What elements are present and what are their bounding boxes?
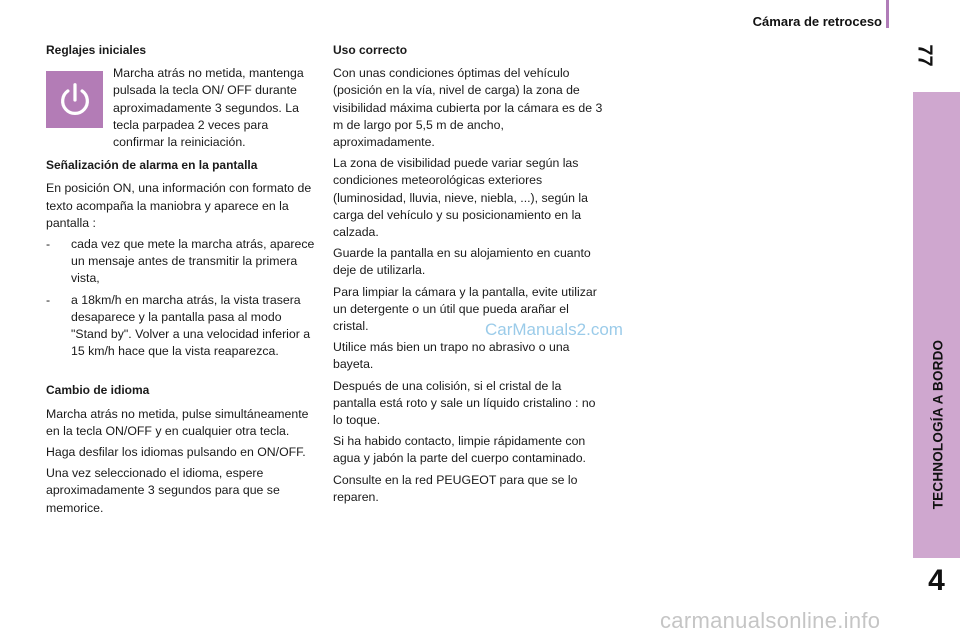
paragraph: Utilice más bien un trapo no abrasivo o una bayeta. (333, 340, 570, 372)
center-watermark: CarManuals2.com (485, 320, 623, 339)
footer-watermark: carmanualsonline.info (660, 608, 881, 633)
list-item: - a 18km/h en marcha atrás, la vista trasera desaparece y la pantalla pasa al modo "Stand by". Volver a una velocidad inferior a 15 km/h hace que la vista reaparezca. (46, 292, 320, 361)
section-title-language-change: Cambio de idioma (46, 383, 150, 398)
header-rule (886, 0, 889, 28)
initial-settings-text: Marcha atrás no metida, mantenga pulsada la tecla ON/ OFF durante aproximadamente 3 segundos. La tecla parpadea 2 veces para confirmar la reiniciación. (113, 66, 304, 150)
paragraph: Si ha habido contacto, limpie rápidamente con agua y jabón la parte del cuerpo contaminado. (333, 434, 586, 466)
section-title-correct-use: Uso correcto (333, 43, 408, 57)
power-icon (46, 71, 103, 128)
language-change-step-3: Una vez seleccionado el idioma, espere aproximadamente 3 segundos para que se memorice. (46, 466, 280, 515)
page-number: 77 (913, 44, 936, 67)
language-change-step-2: Haga desfilar los idiomas pulsando en ON/OFF. (46, 445, 306, 460)
chapter-tab-label: TECHNOLOGÍA A BORDO (930, 339, 946, 510)
paragraph: Guarde la pantalla en su alojamiento en cuanto deje de utilizarla. (333, 246, 591, 278)
left-column (46, 42, 320, 521)
paragraph: Consulte en la red PEUGEOT para que se lo reparen. (333, 472, 578, 504)
paragraph: Con unas condiciones óptimas del vehículo (posición en la vía, nivel de carga) la zona de visibilidad máxima cubierta por la cámara es de 3 m de largo por 5,5 m de ancho, aproximadamente. (333, 66, 603, 150)
language-change-step-1: Marcha atrás no metida, pulse simultáneamente en la tecla ON/OFF y en cualquier otra tecla. (46, 406, 309, 438)
section-title-alarm-display: Señalización de alarma en la pantalla (46, 158, 258, 173)
list-item: - cada vez que mete la marcha atrás, aparece un mensaje antes de transmitir la primera vista, (46, 236, 320, 288)
alarm-display-intro: En posición ON, una información con formato de texto acompaña la maniobra y aparece en la pantalla : (46, 181, 312, 230)
right-column (333, 42, 605, 510)
paragraph: La zona de visibilidad puede variar según las condiciones meteorológicas exteriores (luminosidad, lluvia, nieve, niebla, ...), según la carga del vehículo y su posicionamiento en la calzada. (333, 156, 588, 240)
chapter-side-tab (913, 92, 960, 558)
initial-settings-block (46, 65, 320, 151)
alarm-display-list (46, 236, 320, 360)
section-title-initial-settings: Reglajes iniciales (46, 43, 147, 57)
paragraph: Para limpiar la cámara y la pantalla, evite utilizar un detergente o un útil que pueda arañar el cristal. (333, 284, 597, 334)
paragraph: Después de una colisión, si el cristal de la pantalla está roto y sale un líquido cristalino : no lo toque. (333, 378, 596, 428)
page-header-title: Cámara de retroceso (752, 14, 882, 29)
chapter-number: 4 (928, 564, 945, 597)
